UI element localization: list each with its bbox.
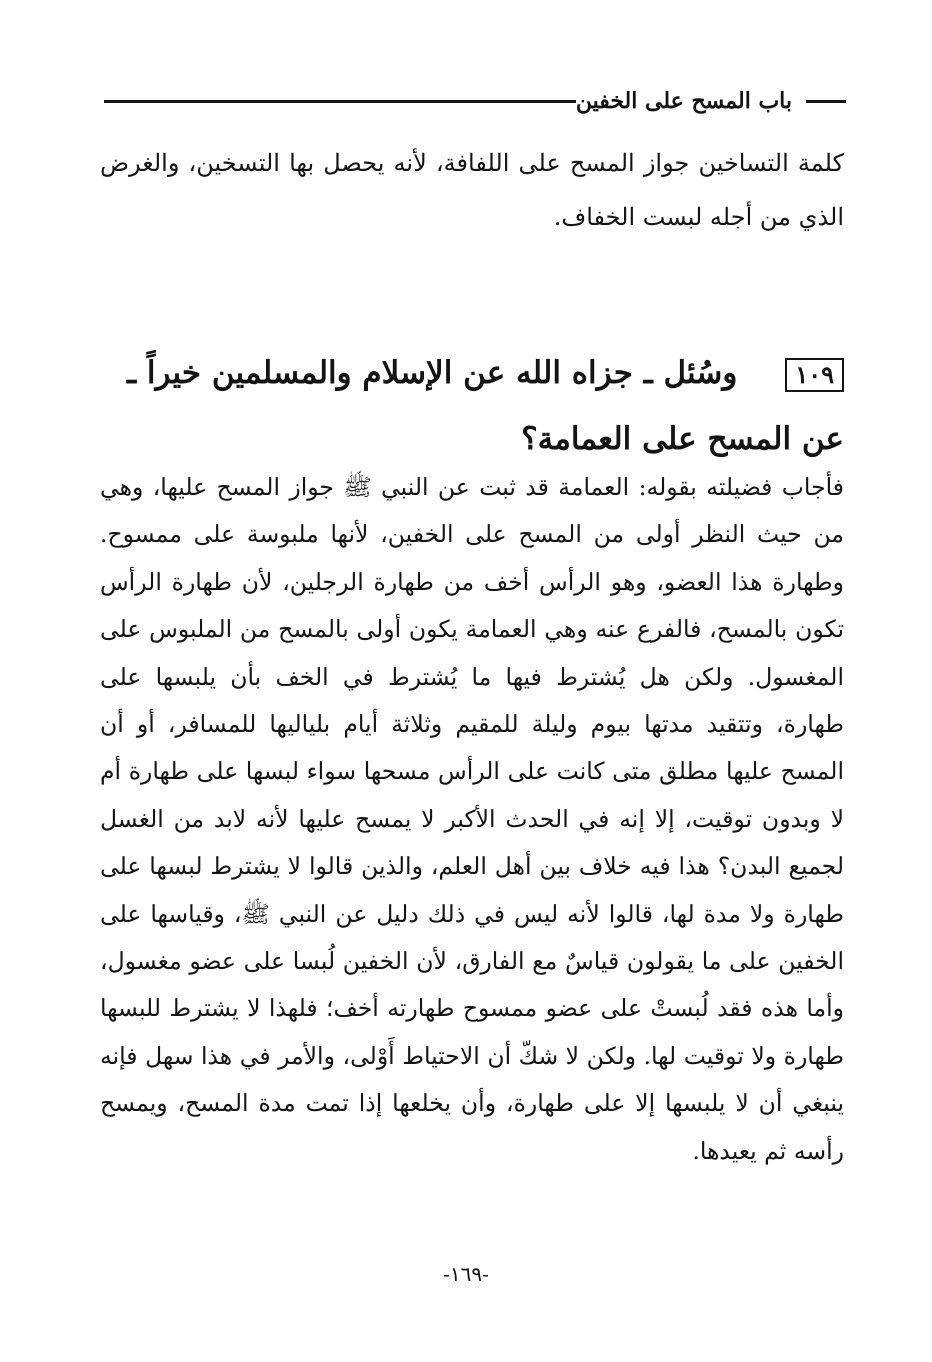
continued-paragraph: كلمة التساخين جواز المسح على اللفافة، لأنه يحصل بها التسخين، والغرض الذي من أجله لبست الخفاف. [100, 149, 844, 231]
question-text: وسُئل ـ جزاه الله عن الإسلام والمسلمين خيراً ـ عن المسح على العمامة؟ [126, 355, 844, 457]
answer-paragraph: فأجاب فضيلته بقوله: العمامة قد ثبت عن النبي ﷺ جواز المسح عليها، وهي من حيث النظر أولى من المسح على الخفين، لأنها ملبوسة على ممسوح. وطهارة هذا العضو، وهو الرأس أخف من طهارة الرجلين، لأن طهارة الرأس تكون بالمسح، فالفرع عنه وهي العمامة يكون أولى بالمسح من الملبوس على المغسول. ولكن هل يُشترط فيها ما يُشترط في الخف بأن يلبسها على طهارة، وتتقيد مدتها بيوم وليلة للمقيم وثلاثة أيام بلياليها للمسافر، أو أن المسح عليها مطلق متى كانت على الرأس مسحها سواء لبسها على طهارة أم لا وبدون توقيت، إلا إنه في الحدث الأكبر لا يمسح عليها لأنه لابد من الغسل لجميع البدن؟ هذا فيه خلاف بين أهل العلم، والذين قالوا لا يشترط لبسها على طهارة ولا مدة لها، قالوا لأنه ليس في ذلك دليل عن النبي ﷺ، وقياسها على الخفين على ما يقولون قياسٌ مع الفارق، لأن الخفين لُبسا على عضو مغسول، وأما هذه فقد لُبستْ على عضو ممسوح طهارته أخف؛ فلهذا لا يشترط للبسها طهارة ولا توقيت لها. ولكن لا شكّ أن الاحتياط أَوْلى، والأمر في هذا سهل فإنه ينبغي أن لا يلبسها إلا على طهارة، وأن يخلعها إذا تمت مدة المسح، ويمسح رأسه ثم يعيدها. [100, 473, 844, 1165]
question-heading [100, 340, 844, 472]
chapter-title: باب المسح على الخفين [575, 88, 792, 114]
question-number: ١٠٩ [785, 358, 844, 392]
header-rule-right [806, 100, 846, 103]
page-number: -١٦٩- [443, 1262, 489, 1286]
header-rule-fill [104, 100, 576, 103]
running-header [104, 84, 846, 118]
